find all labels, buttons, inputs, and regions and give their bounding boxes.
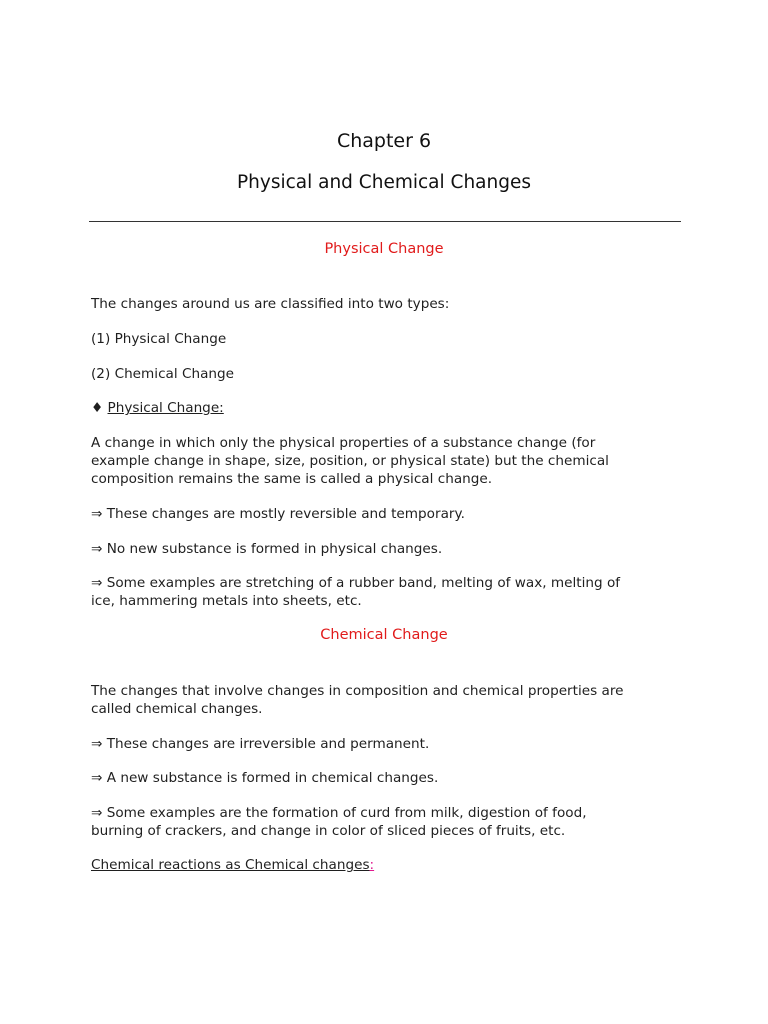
physical-point-no-new-substance: ⇒ No new substance is formed in physical changes. [91, 541, 443, 557]
chemical-reactions-subheading-text: Chemical reactions as Chemical changes [91, 857, 370, 873]
chemical-reactions-subheading-colon: : [369, 857, 375, 873]
diamond-bullet-icon: ♦ [91, 400, 108, 416]
physical-definition-line-1: A change in which only the physical properties of a substance change (for [91, 435, 596, 451]
section-heading-physical-change: Physical Change [324, 241, 444, 257]
chemical-reactions-subheading [91, 856, 681, 874]
physical-definition-line-3: composition remains the same is called a physical change. [91, 471, 493, 487]
chemical-point-examples-line-1: ⇒ Some examples are the formation of curd from milk, digestion of food, [91, 805, 587, 821]
chemical-point-irreversible: ⇒ These changes are irreversible and permanent. [91, 736, 430, 752]
physical-point-examples-line-2: ice, hammering metals into sheets, etc. [91, 593, 362, 609]
physical-definition-line-2: example change in shape, size, position, or physical state) but the chemical [91, 453, 609, 469]
list-item-chemical: (2) Chemical Change [91, 366, 235, 382]
chemical-point-examples-line-2: burning of crackers, and change in color of sliced pieces of fruits, etc. [91, 823, 566, 839]
title-divider [89, 221, 681, 222]
chapter-label: Chapter 6 [336, 130, 432, 152]
list-item-physical: (1) Physical Change [91, 331, 227, 347]
chemical-definition-line-2: called chemical changes. [91, 701, 263, 717]
physical-point-examples-line-1: ⇒ Some examples are stretching of a rubber band, melting of wax, melting of [91, 575, 621, 591]
chemical-definition-line-1: The changes that involve changes in composition and chemical properties are [91, 683, 624, 699]
section-heading-chemical-change: Chemical Change [320, 627, 448, 643]
chemical-point-new-substance: ⇒ A new substance is formed in chemical changes. [91, 770, 439, 786]
intro-paragraph: The changes around us are classified into two types: [91, 296, 450, 312]
page-title: Physical and Chemical Changes [236, 172, 531, 193]
physical-change-subheading-text: Physical Change: [107, 400, 224, 416]
physical-point-reversible: ⇒ These changes are mostly reversible and temporary. [91, 506, 465, 522]
physical-change-subheading [91, 399, 681, 417]
